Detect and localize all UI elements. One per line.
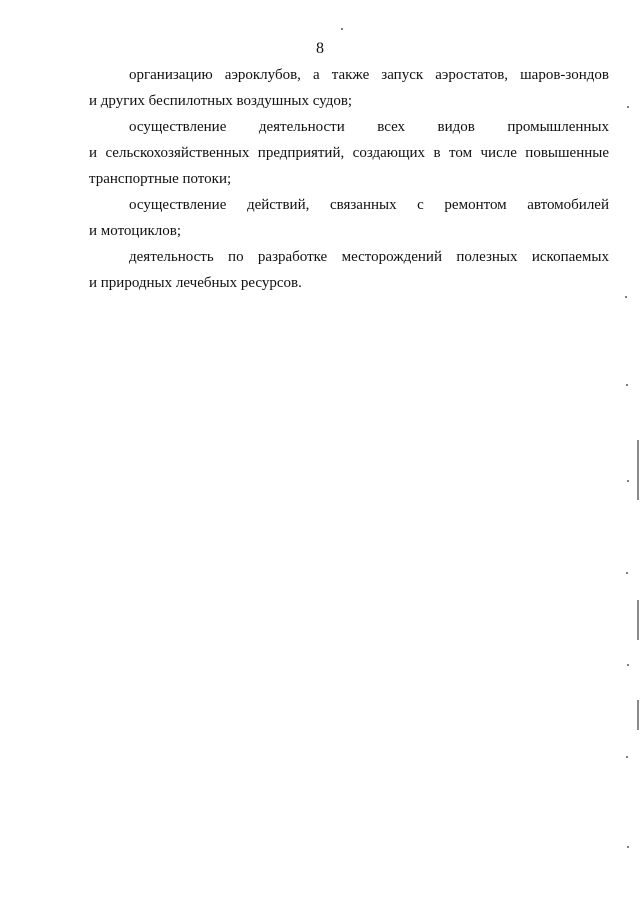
text-line: осуществление действий, связанных с ремонтом автомобилей bbox=[129, 197, 609, 213]
scan-speck bbox=[626, 756, 628, 758]
paragraph-industrial-activity bbox=[89, 114, 609, 192]
scan-speck bbox=[626, 384, 628, 386]
scan-speck bbox=[626, 572, 628, 574]
scan-edge-mark bbox=[637, 600, 639, 640]
scan-edge-mark bbox=[637, 700, 639, 730]
text-line: и природных лечебных ресурсов. bbox=[89, 275, 302, 291]
text-line: и мотоциклов; bbox=[89, 223, 182, 239]
text-line: организацию аэроклубов, а также запуск аэростатов, шаров-зондов bbox=[129, 67, 609, 83]
scan-speck bbox=[627, 480, 629, 482]
scan-speck bbox=[625, 296, 627, 298]
text-line: и других беспилотных воздушных судов; bbox=[89, 93, 353, 109]
text-line: осуществление деятельности всех видов промышленных bbox=[129, 119, 609, 135]
text-line: транспортные потоки; bbox=[89, 171, 232, 187]
paragraph-aeroclubs bbox=[89, 62, 609, 114]
scan-speck bbox=[627, 106, 629, 108]
scan-speck bbox=[341, 28, 343, 30]
document-body bbox=[89, 62, 609, 296]
text-line: деятельность по разработке месторождений полезных ископаемых bbox=[129, 249, 609, 265]
page-number: 8 bbox=[316, 40, 324, 57]
scan-edge-mark bbox=[637, 440, 639, 500]
scan-speck bbox=[627, 664, 629, 666]
text-line: и сельскохозяйственных предприятий, создающих в том числе повышенные bbox=[89, 145, 609, 161]
scan-speck bbox=[627, 846, 629, 848]
paragraph-mineral-deposits bbox=[89, 244, 609, 296]
paragraph-vehicle-repair bbox=[89, 192, 609, 244]
